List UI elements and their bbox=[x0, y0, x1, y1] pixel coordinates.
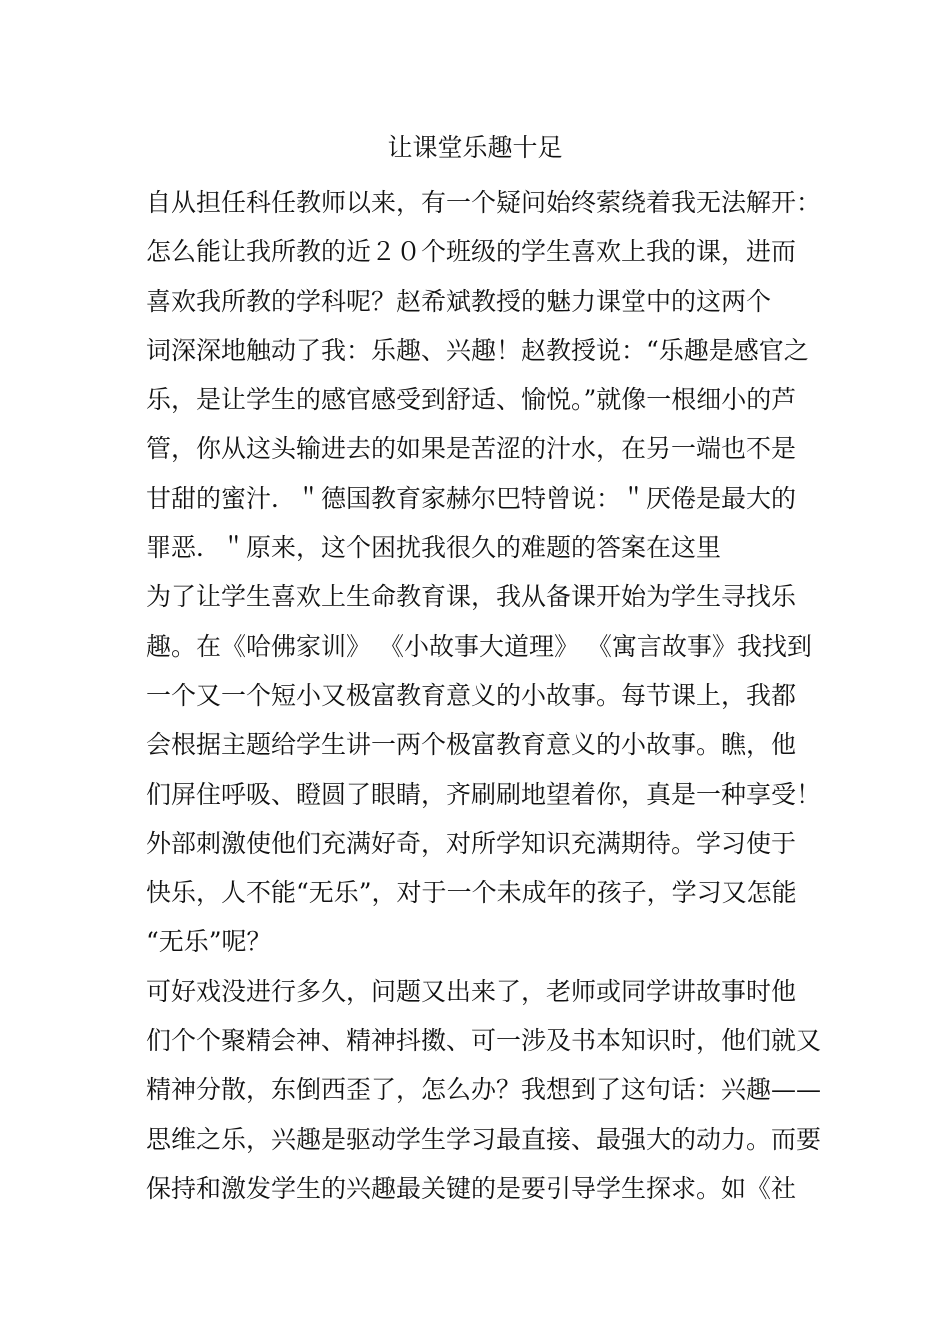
text-line: 词深深地触动了我：乐趣、兴趣！赵教授说：“乐趣是感官之 bbox=[146, 335, 809, 365]
text-line: 精神分散，东倒西歪了，怎么办？我想到了这句话：兴趣—— bbox=[146, 1075, 822, 1105]
text-line: 为了让学生喜欢上生命教育课，我从备课开始为学生寻找乐 bbox=[146, 582, 797, 612]
text-line: 甘甜的蜜汁．＂德国教育家赫尔巴特曾说：＂厌倦是最大的 bbox=[146, 483, 797, 513]
text-line: “无乐”呢？ bbox=[146, 927, 272, 957]
text-line: 保持和激发学生的兴趣最关键的是要引导学生探求。如《社 bbox=[146, 1173, 797, 1203]
document-body bbox=[146, 178, 826, 1213]
text-line: 可好戏没进行多久，问题又出来了，老师或同学讲故事时他 bbox=[146, 976, 797, 1006]
text-line: 外部刺激使他们充满好奇，对所学知识充满期待。学习使于 bbox=[146, 828, 797, 858]
text-line: 自从担任科任教师以来，有一个疑问始终萦绕着我无法解开： bbox=[146, 188, 822, 217]
text-line: 一个又一个短小又极富教育意义的小故事。每节课上，我都 bbox=[146, 680, 797, 710]
text-line: 们个个聚精会神、精神抖擞、可一涉及书本知识时，他们就又 bbox=[146, 1026, 822, 1056]
text-line: 会根据主题给学生讲一两个极富教育意义的小故事。瞧，他 bbox=[146, 730, 797, 760]
text-line: 思维之乐，兴趣是驱动学生学习最直接、最强大的动力。而要 bbox=[146, 1124, 822, 1154]
text-line: 趣。在《哈佛家训》 《小故事大道理》 《寓言故事》我找到 bbox=[146, 631, 812, 661]
text-line: 们屏住呼吸、瞪圆了眼睛，齐刷刷地望着你，真是一种享受！ bbox=[146, 779, 822, 809]
text-line: 乐，是让学生的感官感受到舒适、愉悦。”就像一根细小的芦 bbox=[146, 385, 797, 415]
text-line: 管，你从这头输进去的如果是苦涩的汁水，在另一端也不是 bbox=[146, 434, 797, 464]
text-line: 快乐，人不能“无乐”，对于一个未成年的孩子，学习又怎能 bbox=[146, 878, 797, 908]
document-title: 让课堂乐趣十足 bbox=[387, 133, 563, 162]
text-line: 喜欢我所教的学科呢？赵希斌教授的魅力课堂中的这两个 bbox=[146, 286, 772, 316]
text-line: 怎么能让我所教的近２０个班级的学生喜欢上我的课，进而 bbox=[146, 237, 797, 267]
text-line: 罪恶．＂原来，这个困扰我很久的难题的答案在这里 bbox=[146, 533, 722, 563]
